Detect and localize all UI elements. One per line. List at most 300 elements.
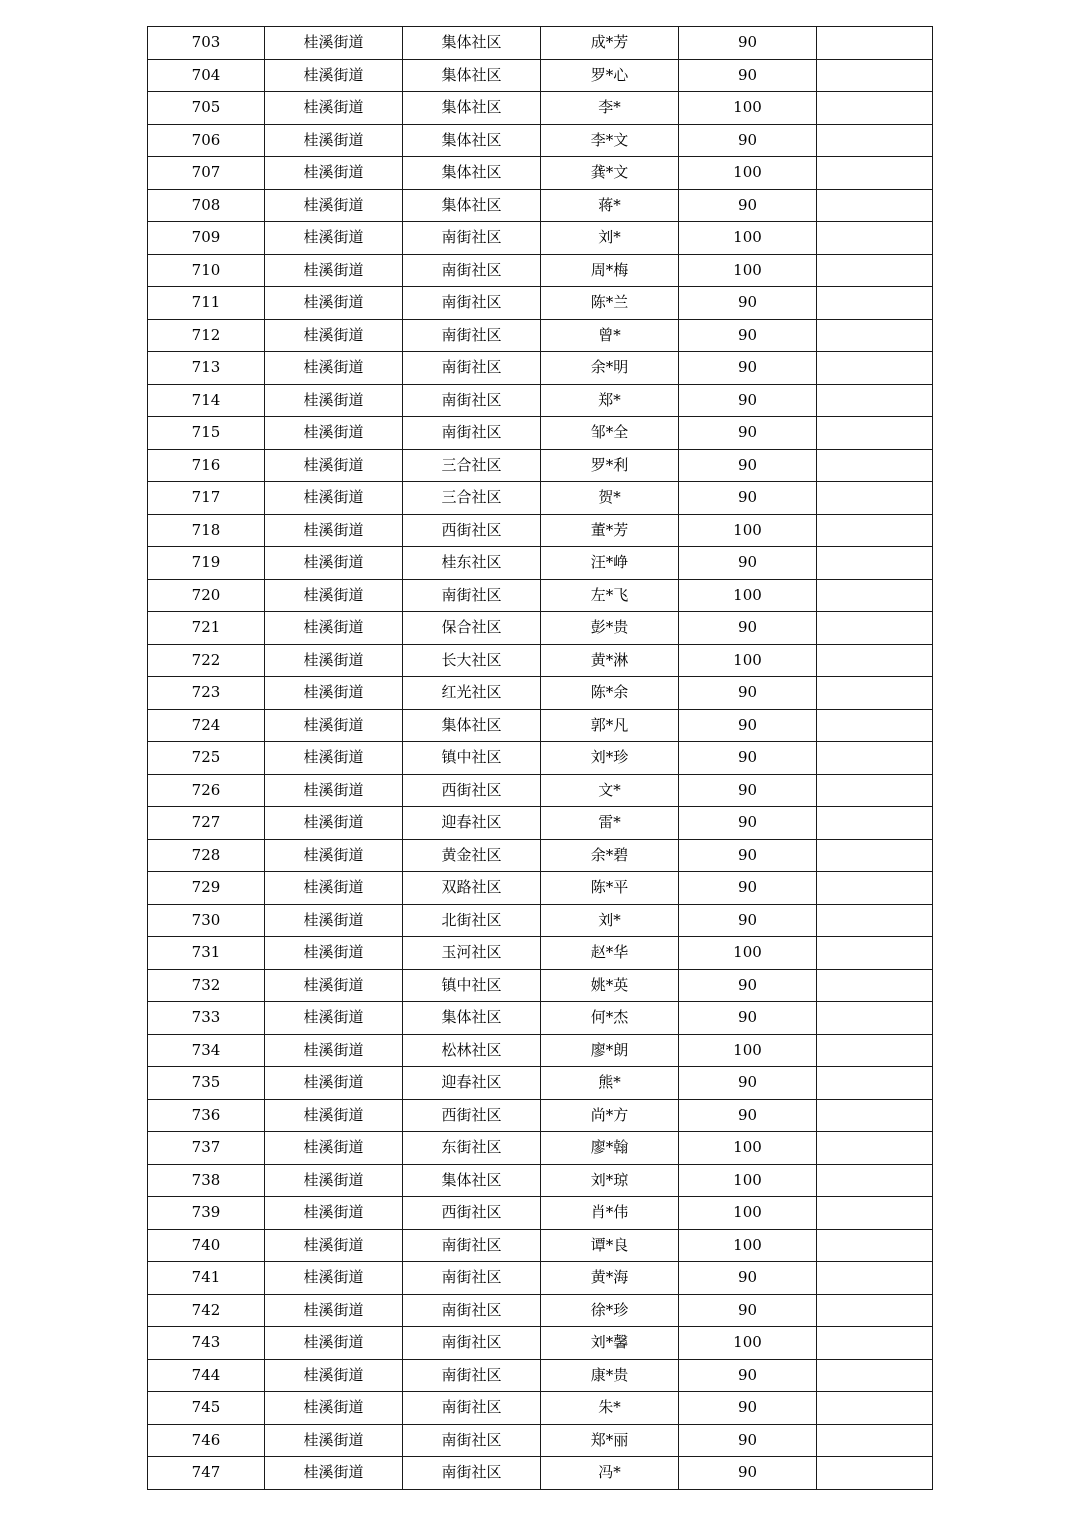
score-cell: 90	[679, 839, 817, 872]
community-cell: 南街社区	[403, 222, 541, 255]
community-cell: 红光社区	[403, 677, 541, 710]
street-cell: 桂溪街道	[265, 417, 403, 450]
community-cell: 集体社区	[403, 92, 541, 125]
street-cell: 桂溪街道	[265, 222, 403, 255]
street-cell: 桂溪街道	[265, 742, 403, 775]
score-cell: 90	[679, 189, 817, 222]
person-name-cell: 何*杰	[541, 1002, 679, 1035]
note-cell	[817, 937, 933, 970]
table-row	[148, 319, 933, 352]
community-cell: 南街社区	[403, 1327, 541, 1360]
note-cell	[817, 384, 933, 417]
street-cell: 桂溪街道	[265, 677, 403, 710]
serial-number-cell: 714	[148, 384, 265, 417]
street-cell: 桂溪街道	[265, 807, 403, 840]
serial-number-cell: 703	[148, 27, 265, 60]
table-row	[148, 1229, 933, 1262]
street-cell: 桂溪街道	[265, 1197, 403, 1230]
score-cell: 90	[679, 124, 817, 157]
note-cell	[817, 612, 933, 645]
note-cell	[817, 774, 933, 807]
score-cell: 90	[679, 872, 817, 905]
score-cell: 90	[679, 287, 817, 320]
table-row	[148, 612, 933, 645]
person-name-cell: 李*	[541, 92, 679, 125]
table-row	[148, 222, 933, 255]
street-cell: 桂溪街道	[265, 547, 403, 580]
community-cell: 集体社区	[403, 157, 541, 190]
person-name-cell: 谭*良	[541, 1229, 679, 1262]
community-cell: 南街社区	[403, 1457, 541, 1490]
table-row	[148, 1099, 933, 1132]
serial-number-cell: 716	[148, 449, 265, 482]
serial-number-cell: 723	[148, 677, 265, 710]
table-row	[148, 839, 933, 872]
person-name-cell: 郑*丽	[541, 1424, 679, 1457]
score-cell: 100	[679, 92, 817, 125]
serial-number-cell: 729	[148, 872, 265, 905]
street-cell: 桂溪街道	[265, 1294, 403, 1327]
person-name-cell: 贺*	[541, 482, 679, 515]
table-row	[148, 254, 933, 287]
score-cell: 90	[679, 1002, 817, 1035]
street-cell: 桂溪街道	[265, 514, 403, 547]
serial-number-cell: 730	[148, 904, 265, 937]
serial-number-cell: 719	[148, 547, 265, 580]
table-row	[148, 1132, 933, 1165]
table-row	[148, 1197, 933, 1230]
serial-number-cell: 707	[148, 157, 265, 190]
community-cell: 集体社区	[403, 1164, 541, 1197]
person-name-cell: 刘*琼	[541, 1164, 679, 1197]
person-name-cell: 雷*	[541, 807, 679, 840]
score-cell: 90	[679, 969, 817, 1002]
note-cell	[817, 1262, 933, 1295]
serial-number-cell: 736	[148, 1099, 265, 1132]
table-row	[148, 352, 933, 385]
street-cell: 桂溪街道	[265, 937, 403, 970]
person-name-cell: 尚*方	[541, 1099, 679, 1132]
note-cell	[817, 1132, 933, 1165]
person-name-cell: 邹*全	[541, 417, 679, 450]
score-cell: 90	[679, 1099, 817, 1132]
person-name-cell: 蒋*	[541, 189, 679, 222]
street-cell: 桂溪街道	[265, 1002, 403, 1035]
table-row	[148, 384, 933, 417]
street-cell: 桂溪街道	[265, 872, 403, 905]
score-cell: 100	[679, 1132, 817, 1165]
person-name-cell: 陈*余	[541, 677, 679, 710]
table-row	[148, 124, 933, 157]
person-name-cell: 曾*	[541, 319, 679, 352]
person-name-cell: 康*贵	[541, 1359, 679, 1392]
table-row	[148, 59, 933, 92]
note-cell	[817, 969, 933, 1002]
score-cell: 90	[679, 904, 817, 937]
score-cell: 100	[679, 157, 817, 190]
serial-number-cell: 704	[148, 59, 265, 92]
person-name-cell: 余*明	[541, 352, 679, 385]
note-cell	[817, 514, 933, 547]
note-cell	[817, 1327, 933, 1360]
person-name-cell: 董*芳	[541, 514, 679, 547]
street-cell: 桂溪街道	[265, 839, 403, 872]
score-cell: 100	[679, 1197, 817, 1230]
table-row	[148, 807, 933, 840]
community-cell: 镇中社区	[403, 742, 541, 775]
person-name-cell: 廖*朗	[541, 1034, 679, 1067]
community-cell: 迎春社区	[403, 807, 541, 840]
serial-number-cell: 720	[148, 579, 265, 612]
serial-number-cell: 742	[148, 1294, 265, 1327]
table-row	[148, 1002, 933, 1035]
score-cell: 90	[679, 774, 817, 807]
score-cell: 100	[679, 1327, 817, 1360]
table-row	[148, 677, 933, 710]
score-cell: 90	[679, 449, 817, 482]
score-cell: 100	[679, 937, 817, 970]
serial-number-cell: 725	[148, 742, 265, 775]
community-cell: 北街社区	[403, 904, 541, 937]
street-cell: 桂溪街道	[265, 709, 403, 742]
street-cell: 桂溪街道	[265, 384, 403, 417]
document-page	[147, 26, 926, 1490]
table-row	[148, 449, 933, 482]
score-cell: 90	[679, 319, 817, 352]
person-name-cell: 左*飞	[541, 579, 679, 612]
table-row	[148, 774, 933, 807]
table-row	[148, 904, 933, 937]
street-cell: 桂溪街道	[265, 189, 403, 222]
serial-number-cell: 735	[148, 1067, 265, 1100]
table-row	[148, 709, 933, 742]
serial-number-cell: 710	[148, 254, 265, 287]
street-cell: 桂溪街道	[265, 319, 403, 352]
person-name-cell: 刘*	[541, 222, 679, 255]
note-cell	[817, 1457, 933, 1490]
note-cell	[817, 319, 933, 352]
person-name-cell: 徐*珍	[541, 1294, 679, 1327]
person-name-cell: 李*文	[541, 124, 679, 157]
community-cell: 南街社区	[403, 1424, 541, 1457]
roster-table-body	[148, 27, 933, 1490]
serial-number-cell: 743	[148, 1327, 265, 1360]
community-cell: 南街社区	[403, 352, 541, 385]
serial-number-cell: 706	[148, 124, 265, 157]
street-cell: 桂溪街道	[265, 287, 403, 320]
note-cell	[817, 1294, 933, 1327]
person-name-cell: 肖*伟	[541, 1197, 679, 1230]
score-cell: 90	[679, 1294, 817, 1327]
community-cell: 集体社区	[403, 27, 541, 60]
note-cell	[817, 677, 933, 710]
street-cell: 桂溪街道	[265, 1327, 403, 1360]
community-cell: 集体社区	[403, 59, 541, 92]
community-cell: 南街社区	[403, 1262, 541, 1295]
serial-number-cell: 712	[148, 319, 265, 352]
table-row	[148, 579, 933, 612]
table-row	[148, 1392, 933, 1425]
table-row	[148, 1424, 933, 1457]
table-row	[148, 969, 933, 1002]
street-cell: 桂溪街道	[265, 1457, 403, 1490]
score-cell: 90	[679, 1359, 817, 1392]
street-cell: 桂溪街道	[265, 1262, 403, 1295]
person-name-cell: 汪*峥	[541, 547, 679, 580]
community-cell: 三合社区	[403, 482, 541, 515]
person-name-cell: 文*	[541, 774, 679, 807]
score-cell: 90	[679, 1067, 817, 1100]
street-cell: 桂溪街道	[265, 59, 403, 92]
street-cell: 桂溪街道	[265, 904, 403, 937]
person-name-cell: 熊*	[541, 1067, 679, 1100]
score-cell: 100	[679, 222, 817, 255]
community-cell: 西街社区	[403, 774, 541, 807]
community-cell: 西街社区	[403, 1099, 541, 1132]
person-name-cell: 陈*兰	[541, 287, 679, 320]
community-cell: 桂东社区	[403, 547, 541, 580]
note-cell	[817, 417, 933, 450]
person-name-cell: 刘*珍	[541, 742, 679, 775]
person-name-cell: 郑*	[541, 384, 679, 417]
note-cell	[817, 807, 933, 840]
table-row	[148, 1359, 933, 1392]
serial-number-cell: 711	[148, 287, 265, 320]
community-cell: 集体社区	[403, 124, 541, 157]
community-cell: 南街社区	[403, 254, 541, 287]
community-cell: 南街社区	[403, 579, 541, 612]
score-cell: 90	[679, 547, 817, 580]
community-cell: 南街社区	[403, 319, 541, 352]
table-row	[148, 157, 933, 190]
table-row	[148, 937, 933, 970]
table-row	[148, 189, 933, 222]
person-name-cell: 黄*海	[541, 1262, 679, 1295]
person-name-cell: 冯*	[541, 1457, 679, 1490]
table-row	[148, 417, 933, 450]
street-cell: 桂溪街道	[265, 1229, 403, 1262]
person-name-cell: 黄*淋	[541, 644, 679, 677]
community-cell: 南街社区	[403, 1359, 541, 1392]
street-cell: 桂溪街道	[265, 612, 403, 645]
serial-number-cell: 740	[148, 1229, 265, 1262]
note-cell	[817, 579, 933, 612]
person-name-cell: 罗*心	[541, 59, 679, 92]
person-name-cell: 龚*文	[541, 157, 679, 190]
score-cell: 90	[679, 482, 817, 515]
serial-number-cell: 724	[148, 709, 265, 742]
note-cell	[817, 124, 933, 157]
person-name-cell: 周*梅	[541, 254, 679, 287]
serial-number-cell: 722	[148, 644, 265, 677]
serial-number-cell: 731	[148, 937, 265, 970]
community-cell: 玉河社区	[403, 937, 541, 970]
roster-table	[147, 26, 933, 1490]
person-name-cell: 郭*凡	[541, 709, 679, 742]
serial-number-cell: 745	[148, 1392, 265, 1425]
serial-number-cell: 705	[148, 92, 265, 125]
serial-number-cell: 708	[148, 189, 265, 222]
note-cell	[817, 27, 933, 60]
community-cell: 集体社区	[403, 709, 541, 742]
note-cell	[817, 1099, 933, 1132]
serial-number-cell: 717	[148, 482, 265, 515]
note-cell	[817, 189, 933, 222]
street-cell: 桂溪街道	[265, 1067, 403, 1100]
person-name-cell: 陈*平	[541, 872, 679, 905]
table-row	[148, 27, 933, 60]
table-row	[148, 1034, 933, 1067]
street-cell: 桂溪街道	[265, 124, 403, 157]
score-cell: 100	[679, 644, 817, 677]
score-cell: 100	[679, 1164, 817, 1197]
serial-number-cell: 737	[148, 1132, 265, 1165]
note-cell	[817, 1424, 933, 1457]
street-cell: 桂溪街道	[265, 1132, 403, 1165]
serial-number-cell: 734	[148, 1034, 265, 1067]
score-cell: 100	[679, 1229, 817, 1262]
note-cell	[817, 839, 933, 872]
serial-number-cell: 709	[148, 222, 265, 255]
table-row	[148, 1067, 933, 1100]
score-cell: 90	[679, 807, 817, 840]
score-cell: 90	[679, 384, 817, 417]
note-cell	[817, 547, 933, 580]
serial-number-cell: 744	[148, 1359, 265, 1392]
community-cell: 南街社区	[403, 417, 541, 450]
note-cell	[817, 482, 933, 515]
note-cell	[817, 1359, 933, 1392]
serial-number-cell: 732	[148, 969, 265, 1002]
table-row	[148, 547, 933, 580]
note-cell	[817, 449, 933, 482]
community-cell: 长大社区	[403, 644, 541, 677]
serial-number-cell: 713	[148, 352, 265, 385]
street-cell: 桂溪街道	[265, 774, 403, 807]
note-cell	[817, 872, 933, 905]
community-cell: 南街社区	[403, 1229, 541, 1262]
note-cell	[817, 59, 933, 92]
note-cell	[817, 1164, 933, 1197]
note-cell	[817, 222, 933, 255]
community-cell: 西街社区	[403, 514, 541, 547]
score-cell: 100	[679, 1034, 817, 1067]
person-name-cell: 罗*利	[541, 449, 679, 482]
community-cell: 黄金社区	[403, 839, 541, 872]
note-cell	[817, 1034, 933, 1067]
note-cell	[817, 1002, 933, 1035]
table-row	[148, 872, 933, 905]
street-cell: 桂溪街道	[265, 449, 403, 482]
table-row	[148, 287, 933, 320]
serial-number-cell: 718	[148, 514, 265, 547]
street-cell: 桂溪街道	[265, 1034, 403, 1067]
person-name-cell: 朱*	[541, 1392, 679, 1425]
note-cell	[817, 644, 933, 677]
score-cell: 90	[679, 709, 817, 742]
table-row	[148, 1457, 933, 1490]
person-name-cell: 刘*	[541, 904, 679, 937]
street-cell: 桂溪街道	[265, 352, 403, 385]
community-cell: 迎春社区	[403, 1067, 541, 1100]
score-cell: 100	[679, 254, 817, 287]
street-cell: 桂溪街道	[265, 1359, 403, 1392]
table-row	[148, 514, 933, 547]
score-cell: 90	[679, 352, 817, 385]
serial-number-cell: 738	[148, 1164, 265, 1197]
serial-number-cell: 747	[148, 1457, 265, 1490]
table-row	[148, 644, 933, 677]
note-cell	[817, 254, 933, 287]
score-cell: 90	[679, 27, 817, 60]
note-cell	[817, 92, 933, 125]
table-row	[148, 92, 933, 125]
serial-number-cell: 727	[148, 807, 265, 840]
table-row	[148, 1327, 933, 1360]
community-cell: 南街社区	[403, 384, 541, 417]
serial-number-cell: 721	[148, 612, 265, 645]
community-cell: 集体社区	[403, 1002, 541, 1035]
street-cell: 桂溪街道	[265, 1424, 403, 1457]
community-cell: 三合社区	[403, 449, 541, 482]
score-cell: 90	[679, 1424, 817, 1457]
note-cell	[817, 352, 933, 385]
score-cell: 100	[679, 579, 817, 612]
street-cell: 桂溪街道	[265, 644, 403, 677]
note-cell	[817, 1392, 933, 1425]
person-name-cell: 成*芳	[541, 27, 679, 60]
street-cell: 桂溪街道	[265, 482, 403, 515]
note-cell	[817, 1197, 933, 1230]
person-name-cell: 姚*英	[541, 969, 679, 1002]
person-name-cell: 赵*华	[541, 937, 679, 970]
serial-number-cell: 733	[148, 1002, 265, 1035]
note-cell	[817, 1229, 933, 1262]
person-name-cell: 彭*贵	[541, 612, 679, 645]
score-cell: 90	[679, 417, 817, 450]
table-row	[148, 742, 933, 775]
table-row	[148, 1262, 933, 1295]
table-row	[148, 1294, 933, 1327]
note-cell	[817, 709, 933, 742]
community-cell: 保合社区	[403, 612, 541, 645]
score-cell: 90	[679, 1457, 817, 1490]
serial-number-cell: 739	[148, 1197, 265, 1230]
street-cell: 桂溪街道	[265, 27, 403, 60]
community-cell: 南街社区	[403, 287, 541, 320]
person-name-cell: 廖*翰	[541, 1132, 679, 1165]
score-cell: 90	[679, 1262, 817, 1295]
table-row	[148, 1164, 933, 1197]
street-cell: 桂溪街道	[265, 969, 403, 1002]
community-cell: 镇中社区	[403, 969, 541, 1002]
street-cell: 桂溪街道	[265, 579, 403, 612]
note-cell	[817, 742, 933, 775]
community-cell: 双路社区	[403, 872, 541, 905]
score-cell: 100	[679, 514, 817, 547]
street-cell: 桂溪街道	[265, 157, 403, 190]
person-name-cell: 余*碧	[541, 839, 679, 872]
street-cell: 桂溪街道	[265, 92, 403, 125]
score-cell: 90	[679, 612, 817, 645]
serial-number-cell: 746	[148, 1424, 265, 1457]
serial-number-cell: 726	[148, 774, 265, 807]
score-cell: 90	[679, 59, 817, 92]
community-cell: 西街社区	[403, 1197, 541, 1230]
community-cell: 南街社区	[403, 1294, 541, 1327]
note-cell	[817, 287, 933, 320]
serial-number-cell: 741	[148, 1262, 265, 1295]
